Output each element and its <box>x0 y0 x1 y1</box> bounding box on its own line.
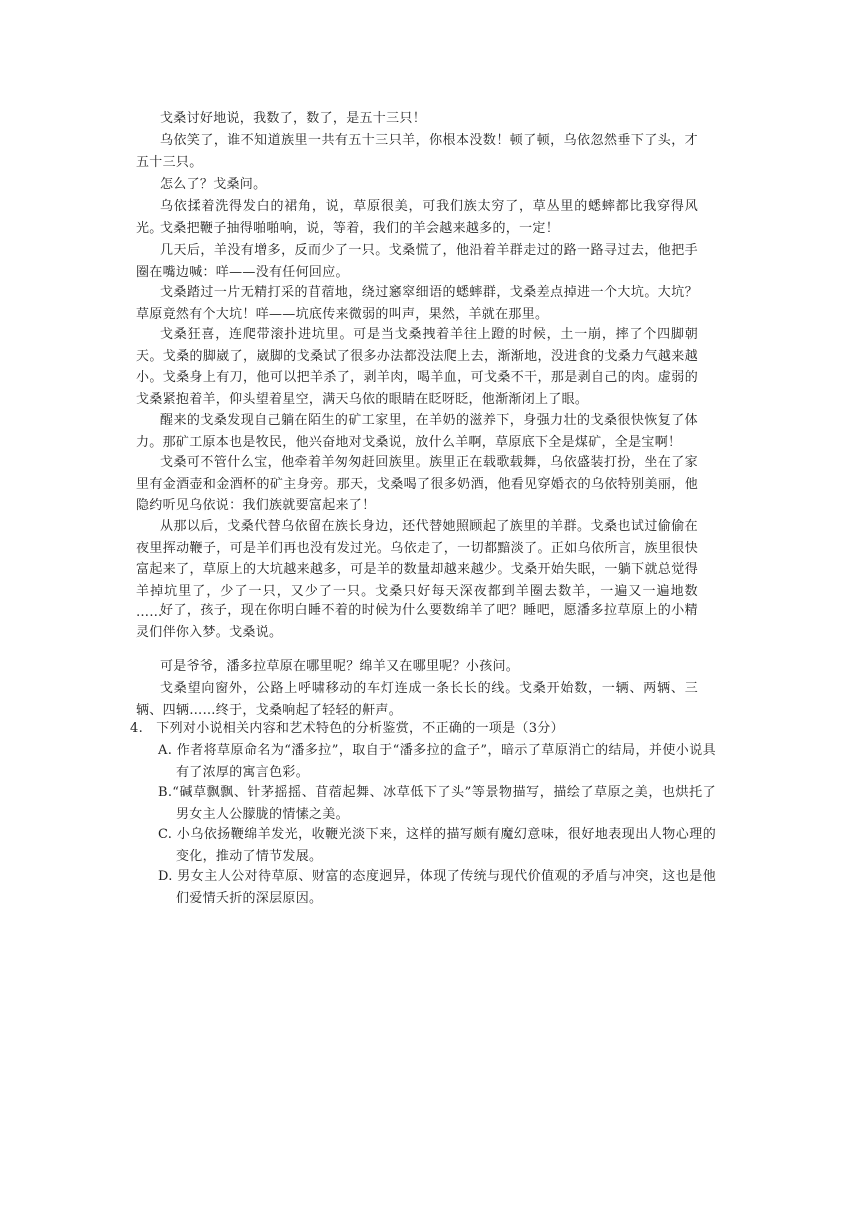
story-paragraph: 乌依揉着洗得发白的裙角，说，草原很美，可我们族太穷了，草丛里的蟋蟀都比我穿得风光。 <box>136 199 698 236</box>
story-paragraph: 好了，孩子，现在你明白睡不着的时候为什么要数绵羊了吧？睡吧，愿潘多拉草原上的小精灵们伴你入梦。戈桑说。 <box>136 603 698 640</box>
story-paragraph: 戈桑讨好地说，我数了，数了，是五十三只！ <box>160 111 427 126</box>
answer-option-c: C. 小乌依扬鞭绵羊发光，收鞭光淡下来，这样的描写颇有魔幻意味，很好地表现出人物心理的变化，推动了情节发展。 <box>158 827 716 864</box>
story-paragraph: 戈桑踏过一片无精打采的苜蓿地，绕过窸窣细语的蟋蟀群，戈桑差点掉进一个大坑。大坑？草原竟然有个大坑！咩——坑底传来微弱的叫声，果然，羊就在那里。 <box>136 285 698 322</box>
answer-option-d: D. 男女主人公对待草原、财富的态度迥异，体现了传统与现代价值观的矛盾与冲突，这也是他们爱情夭折的深层原因。 <box>158 869 716 906</box>
question-stem: 4. 下列对小说相关内容和艺术特色的分析鉴赏，不正确的一项是（3分） <box>130 721 564 736</box>
story-paragraph: 怎么了？戈桑问。 <box>160 177 267 192</box>
story-paragraph: 戈桑望向窗外，公路上呼啸移动的车灯连成一条长长的线。戈桑开始数，一辆、两辆、三辆、四辆……终于，戈桑响起了轻轻的鼾声。 <box>136 681 698 718</box>
story-paragraph: 戈桑把鞭子抽得啪啪响，说，等着，我们的羊会越来越多的，一定！ <box>160 221 560 236</box>
answer-option-b: B.“碱草飘飘、针茅摇摇、苜蓿起舞、冰草低下了头”等景物描写，描绘了草原之美，也烘托了男女主人公朦胧的情愫之美。 <box>158 785 716 822</box>
story-paragraph: 几天后，羊没有增多，反而少了一只。戈桑慌了，他沿着羊群走过的路一路寻过去，他把手圈在嘴边喊：咩——没有任何回应。 <box>136 243 698 280</box>
story-paragraph: 从那以后，戈桑代替乌依留在族长身边，还代替她照顾起了族里的羊群。戈桑也试过偷偷在夜里挥动鞭子，可是羊们再也没有发过光。乌依走了，一切都黯淡了。正如乌依所言，族里很快富起来了，草原上的大坑越来越多，可是羊的数量却越来越少。戈桑开始失眠，一躺下就总觉得羊掉坑里了，少了一只，又少了一只。戈桑只好每天深夜都到羊圈去数羊，一遍又一遍地数 …… <box>136 519 698 621</box>
story-paragraph: 戈桑可不管什么宝，他牵着羊匆匆赶回族里。族里正在载歌载舞，乌依盛装打扮，坐在了家里有金酒壶和金酒杯的矿主身旁。那天，戈桑喝了很多奶酒，他看见穿婚衣的乌依特别美丽，他隐约听见乌依说：我们族就要富起来了！ <box>136 455 698 514</box>
answer-option-a: A. 作者将草原命名为“潘多拉”，取自于“潘多拉的盒子”，暗示了草原消亡的结局，并使小说具有了浓厚的寓言色彩。 <box>158 743 716 780</box>
story-paragraph: 可是爷爷，潘多拉草原在哪里呢？绵羊又在哪里呢？小孩问。 <box>160 659 520 674</box>
story-paragraph: 戈桑狂喜，连爬带滚扑进坑里。可是当戈桑拽着羊往上蹬的时候，土一崩，摔了个四脚朝天。戈桑的脚崴了，崴脚的戈桑试了很多办法都没法爬上去，渐渐地，没进食的戈桑力气越来越小。戈桑身上有刀，他可以把羊杀了，剥羊肉，喝羊血，可戈桑不干，那是剥自己的肉。虚弱的戈桑紧抱着羊，仰头望着星空，满天乌依的眼睛在眨呀眨，他渐渐闭上了眼。 <box>136 327 698 407</box>
story-paragraph: 乌依笑了，谁不知道族里一共有五十三只羊，你根本没数！顿了顿，乌依忽然垂下了头，才五十三只。 <box>136 133 698 170</box>
story-paragraph: 醒来的戈桑发现自己躺在陌生的矿工家里，在羊奶的滋养下，身强力壮的戈桑很快恢复了体力。那矿工原本也是牧民，他兴奋地对戈桑说，放什么羊啊，草原底下全是煤矿，全是宝啊！ <box>136 413 698 450</box>
